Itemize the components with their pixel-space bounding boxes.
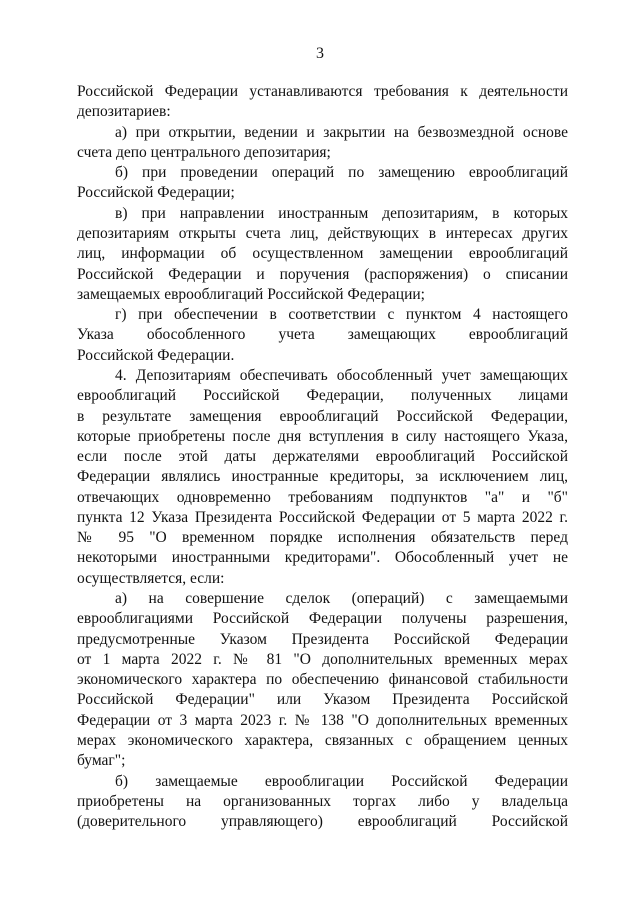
text-line: бумаг"; xyxy=(77,752,126,770)
text-line: еврооблигациями Российской Федерации получены разрешения, xyxy=(77,610,568,628)
text-line: б) замещаемые еврооблигации Российской Федерации xyxy=(115,772,568,790)
text-line: Российской Федерации устанавливаются требования к деятельности xyxy=(77,83,568,100)
text-line: а) при открытии, ведении и закрытии на безвозмездной основе xyxy=(115,123,568,141)
text-line: Указа обособленного учета замещающих еврооблигаций xyxy=(77,326,568,344)
text-line: (доверительного управляющего) еврооблигаций Российской xyxy=(77,813,568,831)
text-line: а) на совершение сделок (операций) с замещаемыми xyxy=(115,590,568,607)
text-line: которые приобретены после дня вступления в силу настоящего Указа, xyxy=(77,427,568,445)
text-line: счета депо центрального депозитария; xyxy=(77,143,331,161)
text-line: Российской Федерации; xyxy=(77,184,235,202)
text-line: б) при проведении операций по замещению еврооблигаций xyxy=(115,164,568,182)
text-line: мерах экономического характера, связанных с обращением ценных xyxy=(77,732,568,749)
text-line: № 95 "О временном порядке исполнения обязательств перед xyxy=(77,529,568,547)
text-line: Российской Федерации. xyxy=(77,346,235,364)
text-line: предусмотренные Указом Президента Российской Федерации xyxy=(77,630,568,648)
text-line: 4. Депозитариям обеспечивать обособленный учет замещающих xyxy=(115,366,568,384)
text-line: замещаемых еврооблигаций Российской Федерации; xyxy=(77,285,425,303)
text-line: депозитариев: xyxy=(77,103,171,121)
text-line: Российской Федерации" или Указом Президента Российской xyxy=(77,691,568,709)
text-line: еврооблигаций Российской Федерации, полученных лицами xyxy=(77,387,568,405)
text-line: Федерации являлись иностранные кредиторы, за исключением лиц, xyxy=(77,468,568,486)
text-line: экономического характера по обеспечению финансовой стабильности xyxy=(77,671,568,689)
text-line: г) при обеспечении в соответствии с пунктом 4 настоящего xyxy=(115,306,568,324)
page-number: 3 xyxy=(316,45,324,62)
text-line: Российской Федерации и поручения (распоряжения) о списании xyxy=(77,265,568,283)
text-line: отвечающих одновременно требованиям подпунктов "а" и "б" xyxy=(77,488,568,506)
text-line: от 1 марта 2022 г. № 81 "О дополнительных временных мерах xyxy=(77,650,568,668)
text-line: осуществляется, если: xyxy=(77,569,225,587)
text-line: Федерации от 3 марта 2023 г. № 138 "О дополнительных временных xyxy=(77,711,568,729)
text-line: некоторыми иностранными кредиторами". Обособленный учет не xyxy=(77,549,568,567)
text-line: приобретены на организованных торгах либо у владельца xyxy=(77,792,568,810)
text-line: пункта 12 Указа Президента Российской Федерации от 5 марта 2022 г. xyxy=(77,508,568,526)
text-line: если после этой даты держателями еврооблигаций Российской xyxy=(77,448,568,465)
text-line: в результате замещения еврооблигаций Российской Федерации, xyxy=(77,407,568,425)
text-line: лиц, информации об осуществленном замещении еврооблигаций xyxy=(77,245,568,263)
text-line: депозитариям открыты счета лиц, действующих в интересах других xyxy=(77,225,568,242)
text-line: в) при направлении иностранным депозитариям, в которых xyxy=(115,204,568,222)
